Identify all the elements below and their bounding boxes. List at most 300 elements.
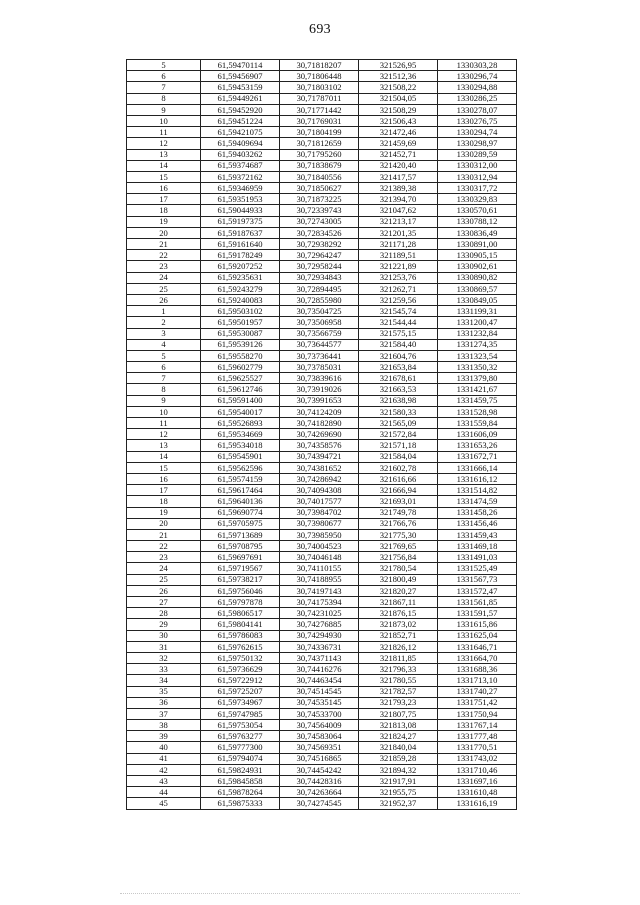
table-row [127,552,517,563]
x-coordinate-cell: 321506,43 [359,115,438,126]
point-number-cell: 2 [127,317,201,328]
point-number-cell: 1 [127,306,201,317]
y-coordinate-cell: 1330312,00 [438,160,517,171]
x-coordinate-cell: 321796,33 [359,664,438,675]
longitude-cell: 30,73839616 [280,373,359,384]
longitude-cell: 30,74231025 [280,608,359,619]
latitude-cell: 61,59409694 [201,138,280,149]
point-number-cell: 19 [127,216,201,227]
point-number-cell: 36 [127,697,201,708]
table-row [127,306,517,317]
point-number-cell: 23 [127,261,201,272]
longitude-cell: 30,74094308 [280,485,359,496]
point-number-cell: 40 [127,742,201,753]
y-coordinate-cell: 1331697,16 [438,776,517,787]
longitude-cell: 30,74569351 [280,742,359,753]
point-number-cell: 28 [127,608,201,619]
table-row [127,563,517,574]
point-number-cell: 12 [127,429,201,440]
longitude-cell: 30,74276885 [280,619,359,630]
latitude-cell: 61,59562596 [201,462,280,473]
latitude-cell: 61,59625527 [201,373,280,384]
latitude-cell: 61,59591400 [201,395,280,406]
x-coordinate-cell: 321201,35 [359,227,438,238]
point-number-cell: 26 [127,585,201,596]
longitude-cell: 30,74371143 [280,652,359,663]
longitude-cell: 30,74274545 [280,798,359,809]
x-coordinate-cell: 321452,71 [359,149,438,160]
point-number-cell: 21 [127,239,201,250]
longitude-cell: 30,73980677 [280,518,359,529]
y-coordinate-cell: 1330294,74 [438,127,517,138]
latitude-cell: 61,59756046 [201,585,280,596]
table-row [127,776,517,787]
x-coordinate-cell: 321749,78 [359,507,438,518]
longitude-cell: 30,71787011 [280,93,359,104]
point-number-cell: 10 [127,406,201,417]
longitude-cell: 30,73736441 [280,350,359,361]
latitude-cell: 61,59690774 [201,507,280,518]
point-number-cell: 39 [127,731,201,742]
x-coordinate-cell: 321917,91 [359,776,438,787]
longitude-cell: 30,72958244 [280,261,359,272]
longitude-cell: 30,71771442 [280,104,359,115]
table-row [127,451,517,462]
longitude-cell: 30,74188955 [280,574,359,585]
longitude-cell: 30,72834526 [280,227,359,238]
y-coordinate-cell: 1330312,94 [438,171,517,182]
point-number-cell: 32 [127,652,201,663]
table-row [127,205,517,216]
point-number-cell: 27 [127,597,201,608]
y-coordinate-cell: 1330570,61 [438,205,517,216]
x-coordinate-cell: 321572,84 [359,429,438,440]
latitude-cell: 61,59713689 [201,529,280,540]
latitude-cell: 61,59372162 [201,171,280,182]
longitude-cell: 30,71795260 [280,149,359,160]
x-coordinate-cell: 321952,37 [359,798,438,809]
y-coordinate-cell: 1331751,42 [438,697,517,708]
x-coordinate-cell: 321840,04 [359,742,438,753]
longitude-cell: 30,71803102 [280,82,359,93]
y-coordinate-cell: 1330891,00 [438,239,517,250]
longitude-cell: 30,72964247 [280,250,359,261]
x-coordinate-cell: 321859,28 [359,753,438,764]
longitude-cell: 30,72743005 [280,216,359,227]
latitude-cell: 61,59351953 [201,194,280,205]
table-row [127,362,517,373]
latitude-cell: 61,59449261 [201,93,280,104]
latitude-cell: 61,59762615 [201,641,280,652]
x-coordinate-cell: 321666,94 [359,485,438,496]
y-coordinate-cell: 1331514,82 [438,485,517,496]
table-row [127,418,517,429]
table-row [127,82,517,93]
y-coordinate-cell: 1331615,86 [438,619,517,630]
latitude-cell: 61,59044933 [201,205,280,216]
table-row [127,216,517,227]
longitude-cell: 30,71806448 [280,71,359,82]
latitude-cell: 61,59403262 [201,149,280,160]
table-row [127,127,517,138]
latitude-cell: 61,59451224 [201,115,280,126]
latitude-cell: 61,59806517 [201,608,280,619]
table-row [127,317,517,328]
latitude-cell: 61,59612746 [201,384,280,395]
point-number-cell: 18 [127,205,201,216]
y-coordinate-cell: 1331199,31 [438,306,517,317]
y-coordinate-cell: 1330905,15 [438,250,517,261]
x-coordinate-cell: 321793,23 [359,697,438,708]
x-coordinate-cell: 321867,11 [359,597,438,608]
point-number-cell: 25 [127,574,201,585]
y-coordinate-cell: 1331646,71 [438,641,517,652]
table-row [127,71,517,82]
latitude-cell: 61,59534018 [201,440,280,451]
point-number-cell: 6 [127,362,201,373]
table-row [127,138,517,149]
x-coordinate-cell: 321262,71 [359,283,438,294]
point-number-cell: 14 [127,451,201,462]
table-row [127,183,517,194]
coordinates-table-body [127,60,517,810]
latitude-cell: 61,59602779 [201,362,280,373]
longitude-cell: 30,71838679 [280,160,359,171]
point-number-cell: 22 [127,250,201,261]
table-row [127,742,517,753]
y-coordinate-cell: 1331459,43 [438,529,517,540]
longitude-cell: 30,74175394 [280,597,359,608]
table-row [127,641,517,652]
y-coordinate-cell: 1331606,09 [438,429,517,440]
table-row [127,731,517,742]
y-coordinate-cell: 1331666,14 [438,462,517,473]
table-row [127,294,517,305]
y-coordinate-cell: 1330890,82 [438,272,517,283]
table-row [127,675,517,686]
longitude-cell: 30,72894495 [280,283,359,294]
point-number-cell: 43 [127,776,201,787]
longitude-cell: 30,74454242 [280,764,359,775]
x-coordinate-cell: 321047,62 [359,205,438,216]
point-number-cell: 23 [127,552,201,563]
coordinates-table-container [126,59,516,810]
table-row [127,328,517,339]
longitude-cell: 30,73984702 [280,507,359,518]
x-coordinate-cell: 321852,71 [359,630,438,641]
latitude-cell: 61,59719567 [201,563,280,574]
latitude-cell: 61,59161640 [201,239,280,250]
longitude-cell: 30,74017577 [280,496,359,507]
longitude-cell: 30,72938292 [280,239,359,250]
longitude-cell: 30,74428316 [280,776,359,787]
x-coordinate-cell: 321826,12 [359,641,438,652]
longitude-cell: 30,73566759 [280,328,359,339]
longitude-cell: 30,72339743 [280,205,359,216]
table-row [127,115,517,126]
latitude-cell: 61,59470114 [201,60,280,71]
x-coordinate-cell: 321575,15 [359,328,438,339]
x-coordinate-cell: 321807,75 [359,708,438,719]
table-row [127,384,517,395]
table-row [127,664,517,675]
point-number-cell: 20 [127,518,201,529]
x-coordinate-cell: 321813,08 [359,720,438,731]
point-number-cell: 13 [127,440,201,451]
x-coordinate-cell: 321678,61 [359,373,438,384]
point-number-cell: 8 [127,93,201,104]
point-number-cell: 42 [127,764,201,775]
longitude-cell: 30,74336731 [280,641,359,652]
y-coordinate-cell: 1331672,71 [438,451,517,462]
x-coordinate-cell: 321894,32 [359,764,438,775]
point-number-cell: 29 [127,619,201,630]
table-row [127,541,517,552]
longitude-cell: 30,73504725 [280,306,359,317]
point-number-cell: 15 [127,462,201,473]
table-row [127,406,517,417]
y-coordinate-cell: 1331743,02 [438,753,517,764]
latitude-cell: 61,59738217 [201,574,280,585]
table-row [127,496,517,507]
y-coordinate-cell: 1331770,51 [438,742,517,753]
table-row [127,261,517,272]
y-coordinate-cell: 1331653,26 [438,440,517,451]
point-number-cell: 13 [127,149,201,160]
y-coordinate-cell: 1331379,80 [438,373,517,384]
y-coordinate-cell: 1331469,18 [438,541,517,552]
x-coordinate-cell: 321571,18 [359,440,438,451]
point-number-cell: 41 [127,753,201,764]
table-row [127,272,517,283]
y-coordinate-cell: 1331713,10 [438,675,517,686]
x-coordinate-cell: 321512,36 [359,71,438,82]
y-coordinate-cell: 1331458,26 [438,507,517,518]
longitude-cell: 30,74286942 [280,473,359,484]
longitude-cell: 30,73644577 [280,339,359,350]
latitude-cell: 61,59845858 [201,776,280,787]
point-number-cell: 21 [127,529,201,540]
x-coordinate-cell: 321545,74 [359,306,438,317]
table-row [127,239,517,250]
longitude-cell: 30,74197143 [280,585,359,596]
point-number-cell: 15 [127,171,201,182]
point-number-cell: 35 [127,686,201,697]
y-coordinate-cell: 1331350,32 [438,362,517,373]
table-row [127,373,517,384]
latitude-cell: 61,59178249 [201,250,280,261]
x-coordinate-cell: 321876,15 [359,608,438,619]
coordinates-table [126,59,517,810]
latitude-cell: 61,59734967 [201,697,280,708]
page-number: 693 [309,22,331,37]
longitude-cell: 30,74381652 [280,462,359,473]
x-coordinate-cell: 321756,84 [359,552,438,563]
latitude-cell: 61,59530087 [201,328,280,339]
x-coordinate-cell: 321584,04 [359,451,438,462]
longitude-cell: 30,74516865 [280,753,359,764]
table-row [127,652,517,663]
latitude-cell: 61,59501957 [201,317,280,328]
table-row [127,250,517,261]
longitude-cell: 30,74514545 [280,686,359,697]
latitude-cell: 61,59747985 [201,708,280,719]
table-row [127,597,517,608]
latitude-cell: 61,59824931 [201,764,280,775]
longitude-cell: 30,74046148 [280,552,359,563]
longitude-cell: 30,74564009 [280,720,359,731]
x-coordinate-cell: 321693,01 [359,496,438,507]
x-coordinate-cell: 321638,98 [359,395,438,406]
table-row [127,429,517,440]
point-number-cell: 17 [127,485,201,496]
longitude-cell: 30,74110155 [280,563,359,574]
latitude-cell: 61,59786083 [201,630,280,641]
x-coordinate-cell: 321766,76 [359,518,438,529]
y-coordinate-cell: 1331616,12 [438,473,517,484]
y-coordinate-cell: 1331664,70 [438,652,517,663]
table-row [127,686,517,697]
x-coordinate-cell: 321420,40 [359,160,438,171]
latitude-cell: 61,59197375 [201,216,280,227]
table-row [127,171,517,182]
latitude-cell: 61,59750132 [201,652,280,663]
y-coordinate-cell: 1330329,83 [438,194,517,205]
longitude-cell: 30,71873225 [280,194,359,205]
latitude-cell: 61,59736629 [201,664,280,675]
x-coordinate-cell: 321782,57 [359,686,438,697]
point-number-cell: 18 [127,496,201,507]
longitude-cell: 30,74294930 [280,630,359,641]
y-coordinate-cell: 1331767,14 [438,720,517,731]
point-number-cell: 12 [127,138,201,149]
latitude-cell: 61,59804141 [201,619,280,630]
latitude-cell: 61,59534669 [201,429,280,440]
point-number-cell: 6 [127,71,201,82]
x-coordinate-cell: 321584,40 [359,339,438,350]
longitude-cell: 30,74463454 [280,675,359,686]
x-coordinate-cell: 321811,85 [359,652,438,663]
latitude-cell: 61,59617464 [201,485,280,496]
x-coordinate-cell: 321602,78 [359,462,438,473]
y-coordinate-cell: 1331591,57 [438,608,517,619]
latitude-cell: 61,59763277 [201,731,280,742]
x-coordinate-cell: 321663,53 [359,384,438,395]
x-coordinate-cell: 321417,57 [359,171,438,182]
y-coordinate-cell: 1330294,88 [438,82,517,93]
longitude-cell: 30,73919026 [280,384,359,395]
table-row [127,149,517,160]
x-coordinate-cell: 321769,65 [359,541,438,552]
latitude-cell: 61,59456907 [201,71,280,82]
y-coordinate-cell: 1331750,94 [438,708,517,719]
x-coordinate-cell: 321565,09 [359,418,438,429]
point-number-cell: 19 [127,507,201,518]
x-coordinate-cell: 321526,95 [359,60,438,71]
point-number-cell: 9 [127,104,201,115]
longitude-cell: 30,74269690 [280,429,359,440]
table-row [127,339,517,350]
longitude-cell: 30,71850627 [280,183,359,194]
x-coordinate-cell: 321508,22 [359,82,438,93]
y-coordinate-cell: 1331710,46 [438,764,517,775]
scan-edge-line [120,893,520,894]
latitude-cell: 61,59794074 [201,753,280,764]
longitude-cell: 30,74004523 [280,541,359,552]
x-coordinate-cell: 321508,29 [359,104,438,115]
table-row [127,574,517,585]
x-coordinate-cell: 321504,05 [359,93,438,104]
y-coordinate-cell: 1330788,12 [438,216,517,227]
y-coordinate-cell: 1331567,73 [438,574,517,585]
x-coordinate-cell: 321820,27 [359,585,438,596]
y-coordinate-cell: 1331616,19 [438,798,517,809]
table-row [127,395,517,406]
y-coordinate-cell: 1331421,67 [438,384,517,395]
x-coordinate-cell: 321873,02 [359,619,438,630]
table-row [127,585,517,596]
y-coordinate-cell: 1331491,03 [438,552,517,563]
table-row [127,485,517,496]
y-coordinate-cell: 1331459,75 [438,395,517,406]
point-number-cell: 38 [127,720,201,731]
longitude-cell: 30,71818207 [280,60,359,71]
x-coordinate-cell: 321653,84 [359,362,438,373]
y-coordinate-cell: 1331688,36 [438,664,517,675]
latitude-cell: 61,59240083 [201,294,280,305]
latitude-cell: 61,59539126 [201,339,280,350]
point-number-cell: 34 [127,675,201,686]
y-coordinate-cell: 1331561,85 [438,597,517,608]
latitude-cell: 61,59574159 [201,473,280,484]
y-coordinate-cell: 1330276,75 [438,115,517,126]
y-coordinate-cell: 1330286,25 [438,93,517,104]
y-coordinate-cell: 1331740,27 [438,686,517,697]
y-coordinate-cell: 1330298,97 [438,138,517,149]
point-number-cell: 25 [127,283,201,294]
y-coordinate-cell: 1330296,74 [438,71,517,82]
longitude-cell: 30,72855980 [280,294,359,305]
y-coordinate-cell: 1330902,61 [438,261,517,272]
point-number-cell: 3 [127,328,201,339]
latitude-cell: 61,59797878 [201,597,280,608]
point-number-cell: 16 [127,183,201,194]
table-row [127,462,517,473]
longitude-cell: 30,71804199 [280,127,359,138]
table-row [127,507,517,518]
latitude-cell: 61,59346959 [201,183,280,194]
point-number-cell: 5 [127,350,201,361]
x-coordinate-cell: 321580,33 [359,406,438,417]
latitude-cell: 61,59207252 [201,261,280,272]
longitude-cell: 30,73991653 [280,395,359,406]
x-coordinate-cell: 321472,46 [359,127,438,138]
x-coordinate-cell: 321221,89 [359,261,438,272]
latitude-cell: 61,59708795 [201,541,280,552]
y-coordinate-cell: 1330289,59 [438,149,517,160]
latitude-cell: 61,59187637 [201,227,280,238]
x-coordinate-cell: 321459,69 [359,138,438,149]
point-number-cell: 14 [127,160,201,171]
table-row [127,798,517,809]
x-coordinate-cell: 321616,66 [359,473,438,484]
point-number-cell: 16 [127,473,201,484]
latitude-cell: 61,59697691 [201,552,280,563]
latitude-cell: 61,59725207 [201,686,280,697]
y-coordinate-cell: 1330869,57 [438,283,517,294]
x-coordinate-cell: 321775,30 [359,529,438,540]
point-number-cell: 22 [127,541,201,552]
